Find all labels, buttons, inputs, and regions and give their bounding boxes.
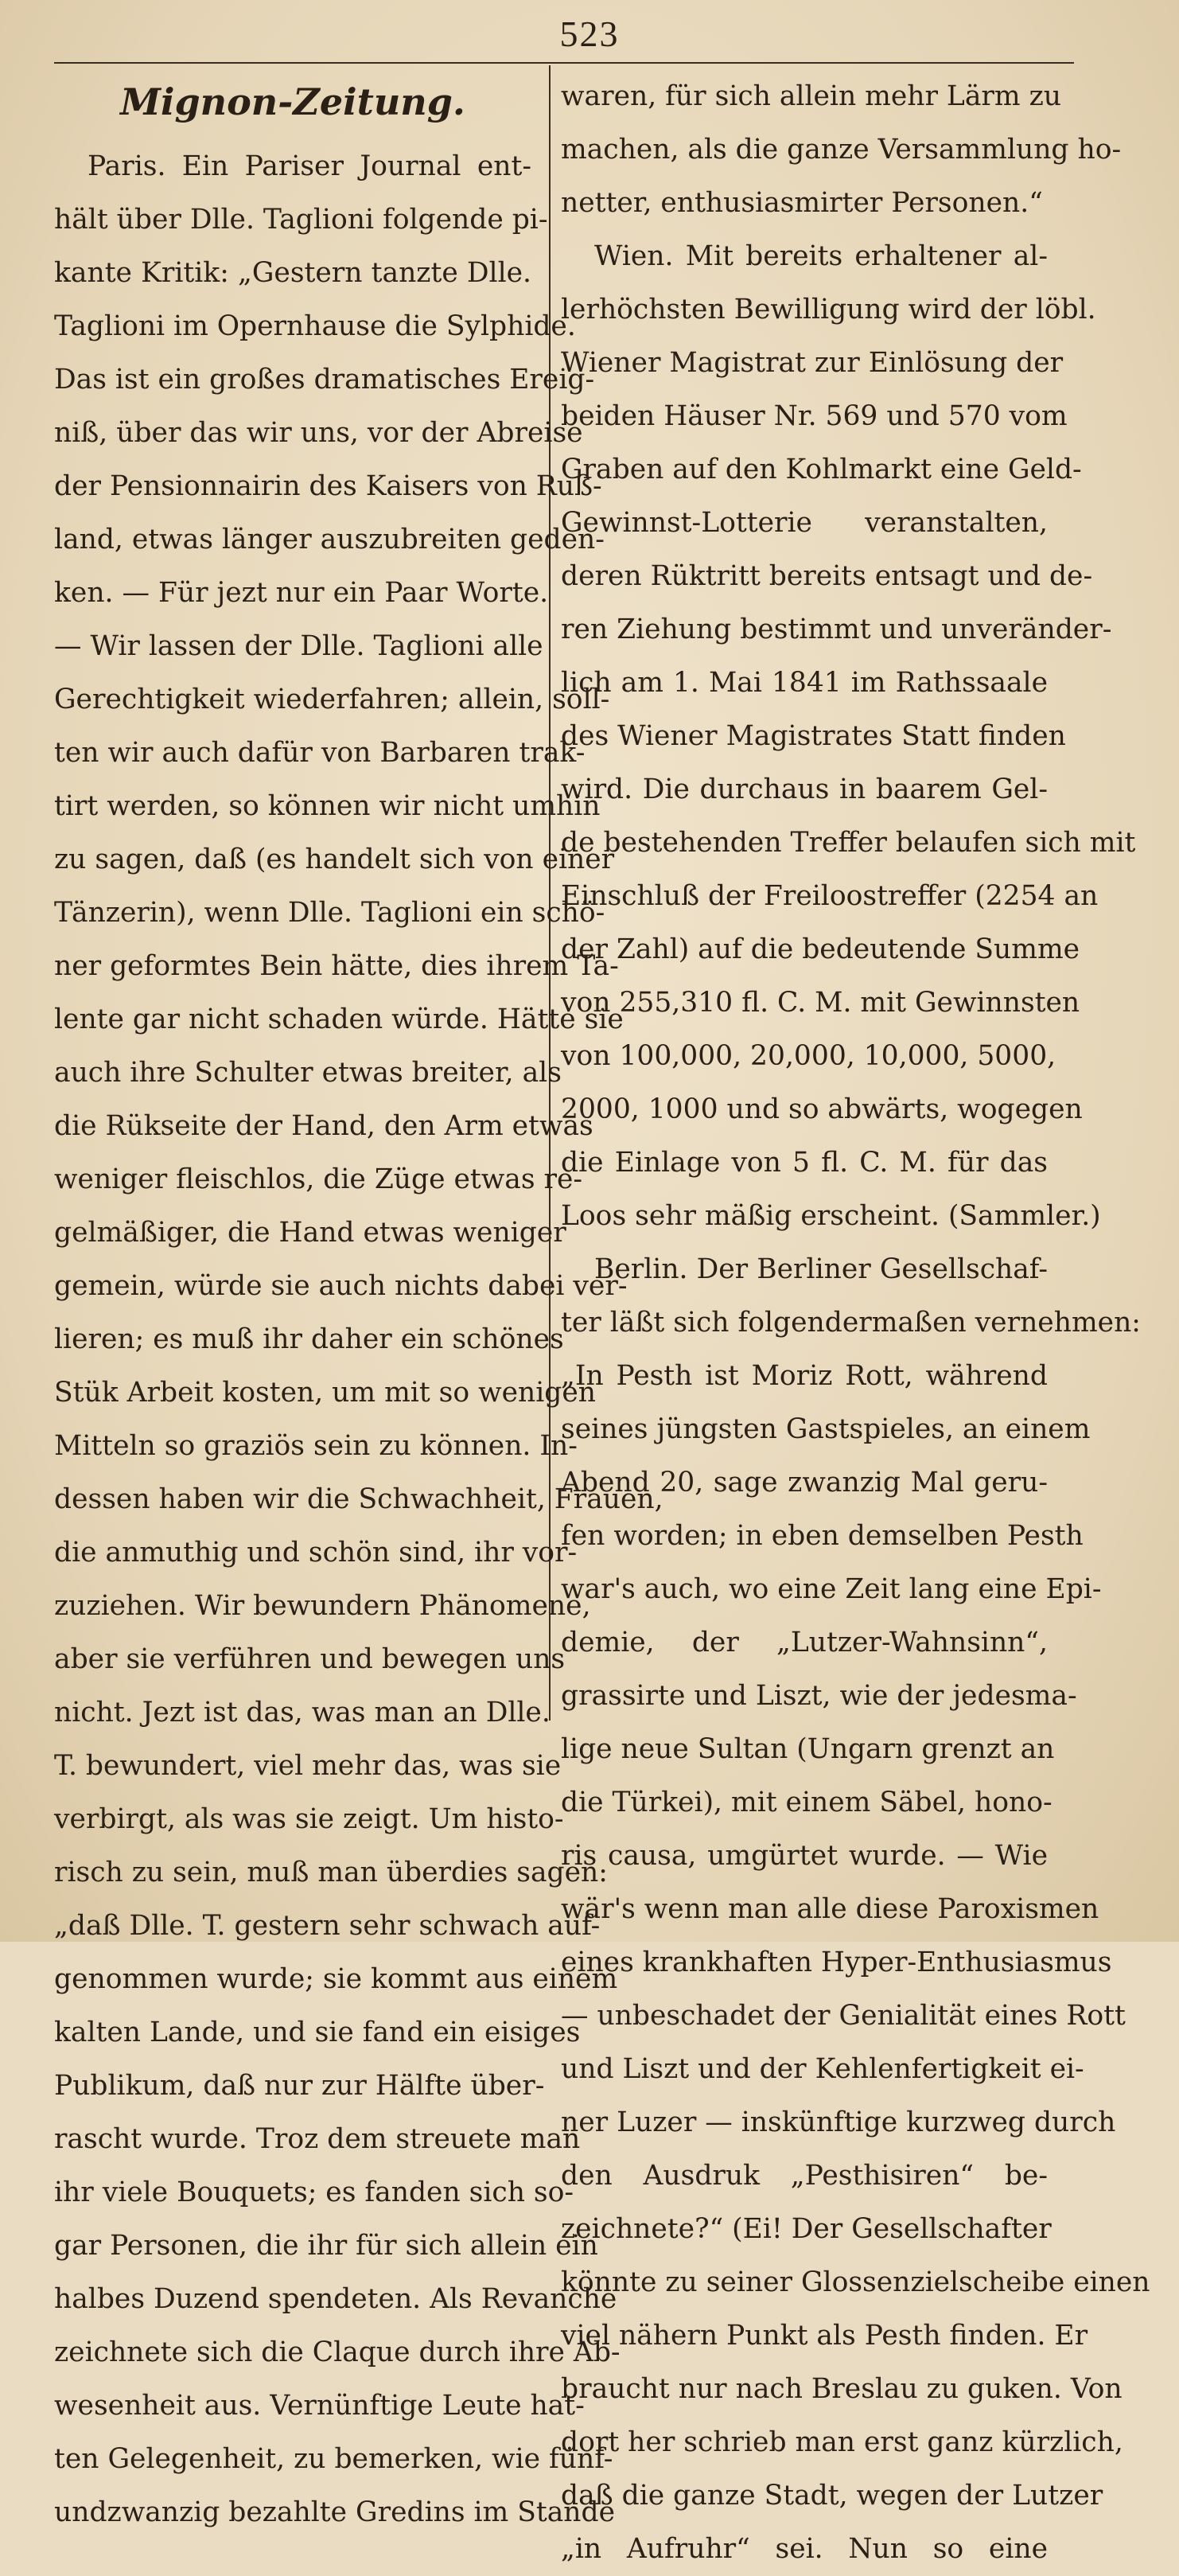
- text-line: machen, als die ganze Versammlung ho-: [561, 134, 1122, 166]
- text-line: dessen haben wir die Schwachheit, Frauen,: [54, 1483, 663, 1515]
- text-line: risch zu sein, muß man überdies sagen:: [54, 1857, 608, 1888]
- text-line: ken. — Für jezt nur ein Paar Worte.: [54, 577, 549, 609]
- text-line: zuziehen. Wir bewundern Phänomene,: [54, 1590, 591, 1622]
- text-line: und Liszt und der Kehlenfertigkeit ei-: [561, 2053, 1084, 2085]
- text-line: die Einlage von 5 fl. C. M. für das: [561, 1147, 1048, 1179]
- text-line: land, etwas länger auszubreiten geden-: [54, 524, 605, 555]
- text-line: waren, für sich allein mehr Lärm zu: [561, 80, 1061, 112]
- text-line: verbirgt, als was sie zeigt. Um histo-: [54, 1803, 564, 1835]
- text-line: kalten Lande, und sie fand ein eisiges: [54, 2017, 581, 2048]
- text-line: Abend 20, sage zwanzig Mal geru-: [561, 1467, 1048, 1498]
- text-line: Wiener Magistrat zur Einlösung der: [561, 347, 1064, 379]
- text-line: der Zahl) auf die bedeutende Summe: [561, 933, 1080, 965]
- right-column: [561, 64, 1150, 2576]
- text-line: — unbeschadet der Genialität eines Rott: [561, 2000, 1126, 2032]
- text-line: „In Pesth ist Moriz Rott, während: [561, 1360, 1048, 1392]
- text-line: beiden Häuser Nr. 569 und 570 vom: [561, 400, 1068, 432]
- text-line: braucht nur nach Breslau zu guken. Von: [561, 2373, 1123, 2405]
- text-line: lige neue Sultan (Ungarn grenzt an: [561, 1733, 1055, 1765]
- text-line: fen worden; in eben demselben Pesth: [561, 1520, 1084, 1552]
- text-line: Das ist ein großes dramatisches Ereig-: [54, 364, 595, 396]
- text-line: wär's wenn man alle diese Paroxismen: [561, 1893, 1099, 1925]
- text-line: Gewinnst-Lotterie veranstalten,: [561, 507, 1048, 539]
- text-line: lerhöchsten Bewilligung wird der löbl.: [561, 294, 1096, 325]
- text-line: Paris. Ein Pariser Journal ent-: [88, 150, 531, 182]
- text-line: — Wir lassen der Dlle. Taglioni alle: [54, 630, 543, 662]
- text-line: wesenheit aus. Vernünftige Leute hat-: [54, 2390, 585, 2422]
- text-line: aber sie verführen und bewegen uns: [54, 1643, 566, 1675]
- text-line: 2000, 1000 und so abwärts, wogegen: [561, 1093, 1083, 1125]
- text-line: die anmuthig und schön sind, ihr vor-: [54, 1537, 578, 1569]
- text-line: zeichnete sich die Claque durch ihre Ab-: [54, 2336, 621, 2368]
- text-line: Graben auf den Kohlmarkt eine Geld-: [561, 454, 1082, 485]
- text-line: netter, enthusiasmirter Personen.“: [561, 187, 1043, 219]
- text-line: hält über Dlle. Taglioni folgende pi-: [54, 204, 548, 236]
- text-line: ren Ziehung bestimmt und unveränder-: [561, 614, 1112, 645]
- text-line: die Rükseite der Hand, den Arm etwas: [54, 1110, 593, 1142]
- text-line: halbes Duzend spendeten. Als Revanche: [54, 2283, 617, 2315]
- text-line: lich am 1. Mai 1841 im Rathssaale: [561, 667, 1048, 699]
- text-line: ner geformtes Bein hätte, dies ihrem Ta-: [54, 950, 619, 982]
- right-column-text: [561, 70, 1150, 2576]
- text-line: gemein, würde sie auch nichts dabei ver-: [54, 1270, 628, 1302]
- text-line: grassirte und Liszt, wie der jedesma-: [561, 1680, 1077, 1712]
- text-line: eines krankhaften Hyper-Enthusiasmus: [561, 1947, 1112, 1978]
- text-line: seines jüngsten Gastspieles, an einem: [561, 1413, 1091, 1445]
- text-line: zu sagen, daß (es handelt sich von einer: [54, 844, 615, 875]
- text-line: „daß Dlle. T. gestern sehr schwach auf-: [54, 1910, 601, 1942]
- text-line: demie, der „Lutzer-Wahnsinn“,: [561, 1627, 1048, 1658]
- text-line: undzwanzig bezahlte Gredins im Stande: [54, 2496, 616, 2528]
- text-line: lente gar nicht schaden würde. Hätte sie: [54, 1004, 624, 1035]
- section-title: Mignon-Zeitung.: [120, 80, 465, 123]
- text-line: ris causa, umgürtet wurde. — Wie: [561, 1840, 1048, 1872]
- text-line: gar Personen, die ihr für sich allein ein: [54, 2230, 598, 2262]
- text-line: tirt werden, so können wir nicht umhin: [54, 790, 601, 822]
- text-line: lieren; es muß ihr daher ein schönes: [54, 1323, 564, 1355]
- text-line: de bestehenden Treffer belaufen sich mit: [561, 827, 1136, 859]
- text-line: könnte zu seiner Glossenzielscheibe einen: [561, 2266, 1150, 2298]
- text-line: Gerechtigkeit wiederfahren; allein, soll-: [54, 684, 610, 715]
- text-line: rascht wurde. Troz dem streuete man: [54, 2123, 581, 2155]
- text-line: gelmäßiger, die Hand etwas weniger: [54, 1217, 566, 1249]
- left-column-text: [54, 140, 663, 2539]
- text-line: die Türkei), mit einem Säbel, hono-: [561, 1787, 1053, 1818]
- text-line: Einschluß der Freiloostreffer (2254 an: [561, 880, 1099, 912]
- text-line: nicht. Jezt ist das, was man an Dlle.: [54, 1697, 551, 1728]
- text-line: Stük Arbeit kosten, um mit so wenigen: [54, 1377, 597, 1409]
- text-line: dort her schrieb man erst ganz kürzlich,: [561, 2426, 1123, 2458]
- text-line: Publikum, daß nur zur Hälfte über-: [54, 2070, 545, 2102]
- text-line: von 100,000, 20,000, 10,000, 5000,: [561, 1040, 1056, 1072]
- text-line: Wien. Mit bereits erhaltener al-: [594, 240, 1048, 272]
- text-line: ten wir auch dafür von Barbaren trak-: [54, 737, 586, 769]
- left-column: [54, 64, 663, 2539]
- text-line: zeichnete?“ (Ei! Der Gesellschafter: [561, 2213, 1052, 2245]
- text-line: war's auch, wo eine Zeit lang eine Epi-: [561, 1573, 1102, 1605]
- text-line: ihr viele Bouquets; es fanden sich so-: [54, 2177, 574, 2208]
- text-line: Tänzerin), wenn Dlle. Taglioni ein schö-: [54, 897, 605, 929]
- text-line: von 255,310 fl. C. M. mit Gewinnsten: [561, 987, 1080, 1019]
- text-line: weniger fleischlos, die Züge etwas re-: [54, 1163, 583, 1195]
- text-line: „in Aufruhr“ sei. Nun so eine: [561, 2533, 1048, 2565]
- text-line: kante Kritik: „Gestern tanzte Dlle.: [54, 257, 531, 289]
- text-line: ner Luzer — inskünftige kurzweg durch: [561, 2106, 1116, 2138]
- text-line: Loos sehr mäßig erscheint. (Sammler.): [561, 1200, 1101, 1232]
- text-line: Taglioni im Opernhause die Sylphide.: [54, 310, 576, 342]
- text-line: Berlin. Der Berliner Gesellschaf-: [594, 1253, 1048, 1285]
- text-line: des Wiener Magistrates Statt finden: [561, 720, 1066, 752]
- text-line: deren Rüktritt bereits entsagt und de-: [561, 560, 1093, 592]
- text-line: ter läßt sich folgendermaßen vernehmen:: [561, 1307, 1141, 1339]
- text-line: genommen wurde; sie kommt aus einem: [54, 1963, 618, 1995]
- text-line: Mitteln so graziös sein zu können. In-: [54, 1430, 578, 1462]
- text-line: auch ihre Schulter etwas breiter, als: [54, 1057, 562, 1089]
- text-line: niß, über das wir uns, vor der Abreise: [54, 417, 583, 449]
- text-line: ten Gelegenheit, zu bemerken, wie fünf-: [54, 2443, 613, 2475]
- text-line: viel nähern Punkt als Pesth finden. Er: [561, 2320, 1088, 2352]
- text-line: den Ausdruk „Pesthisiren“ be-: [561, 2160, 1048, 2192]
- text-line: der Pensionnairin des Kaisers von Ruß-: [54, 470, 602, 502]
- page-number: 523: [559, 14, 620, 54]
- text-line: daß die ganze Stadt, wegen der Lutzer: [561, 2480, 1103, 2512]
- text-line: wird. Die durchaus in baarem Gel-: [561, 774, 1048, 805]
- text-line: T. bewundert, viel mehr das, was sie: [54, 1750, 562, 1782]
